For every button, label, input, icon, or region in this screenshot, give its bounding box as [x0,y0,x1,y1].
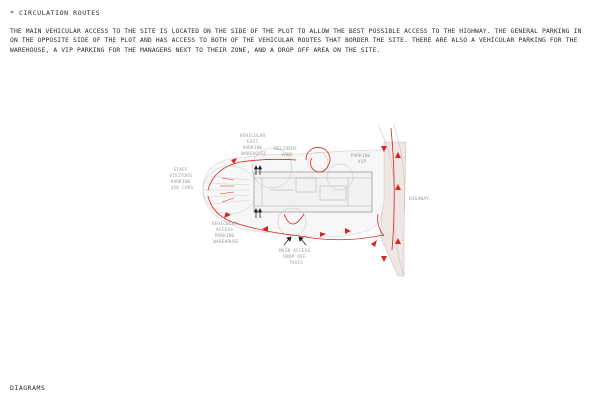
label-vehicular-access: VEHICULAR ACCESS PARKING WAREHOUSE [211,222,239,245]
label-highway: HIGHWAY [409,197,429,202]
section-title: * CIRCULATION ROUTES [10,9,101,17]
description-paragraph: THE MAIN VEHICULAR ACCESS TO THE SITE IS LOCATED ON THE SIDE OF THE PLOT TO ALLOW THE BEST POSSIBLE ACCESS TO THE HIGHWAY. THE GENERAL PARKING IN ON THE OPPOSITE SIDE OF THE PLOT AND HAS ACCESS TO BOTH OF THE VEHICULAR ROUTES THAT BORDER THE SITE. THERE ARE ALSO A VEHICULAR PARKING FOR THE WAREHOUSE, A VIP PARKING FOR THE MANAGERS NEXT TO THEIR ZONE, AND A DROP OFF AREA ON THE SITE. [10,28,582,54]
label-vehicular-exit: VEHICULAR EXIT PARKING WAREHOUSE [239,134,267,157]
label-staff-parking: STAFF VISITORS PARKING 350 CARS [169,168,194,191]
label-main-access: MAIN ACCESS DROP OFF TAXIS [278,249,311,266]
footer-label: DIAGRAMS [10,384,46,392]
label-delivery-vans: DELIVERY VANS [274,147,297,158]
label-parking-vip: PARKING VIP [350,154,371,165]
